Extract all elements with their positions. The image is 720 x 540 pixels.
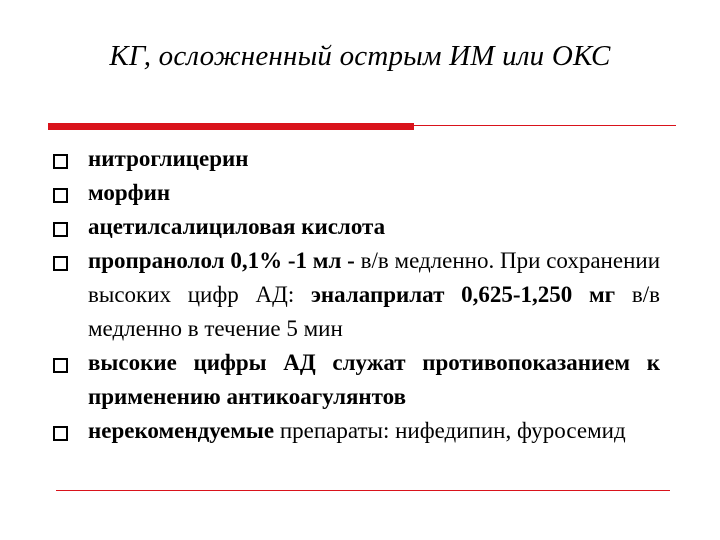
item-text: морфин	[88, 180, 171, 205]
item-text: нитроглицерин	[88, 146, 249, 171]
title-underline-thin	[414, 125, 676, 126]
item-text-bold: нерекомендуемые	[88, 418, 275, 443]
bottom-rule	[56, 490, 670, 491]
bullet-square-icon	[53, 358, 68, 373]
bullet-square-icon	[53, 222, 68, 237]
bullet-square-icon	[53, 256, 68, 271]
item-text: высокие цифры АД служат противопоказанием к применению антикоагулянтов	[88, 350, 660, 409]
item-text: ацетилсалициловая кислота	[88, 214, 386, 239]
bullet-square-icon	[53, 188, 68, 203]
bullet-list	[48, 142, 660, 448]
item-text: препараты: нифедипин, фуросемид	[274, 418, 626, 443]
bullet-square-icon	[53, 426, 68, 441]
list-item-nitroglycerin	[48, 142, 660, 176]
item-text: в/в медленно. При сохранении высоких цифр АД:	[88, 248, 660, 307]
list-item-not-recommended	[48, 414, 660, 448]
slide-title: КГ, осложненный острым ИМ или ОКС	[109, 40, 611, 72]
list-item-aspirin	[48, 210, 660, 244]
item-text-bold: пропранолол 0,1% -1 мл -	[88, 248, 355, 273]
list-item-morphine	[48, 176, 660, 210]
list-item-high-bp	[48, 346, 660, 414]
bullet-square-icon	[53, 154, 68, 169]
item-text-bold: эналаприлат 0,625-1,250 мг	[294, 282, 616, 307]
list-item-propranolol	[48, 244, 660, 346]
item-text: в/в медленно в течение 5 мин	[88, 282, 660, 341]
title-underline-thick	[48, 123, 414, 130]
